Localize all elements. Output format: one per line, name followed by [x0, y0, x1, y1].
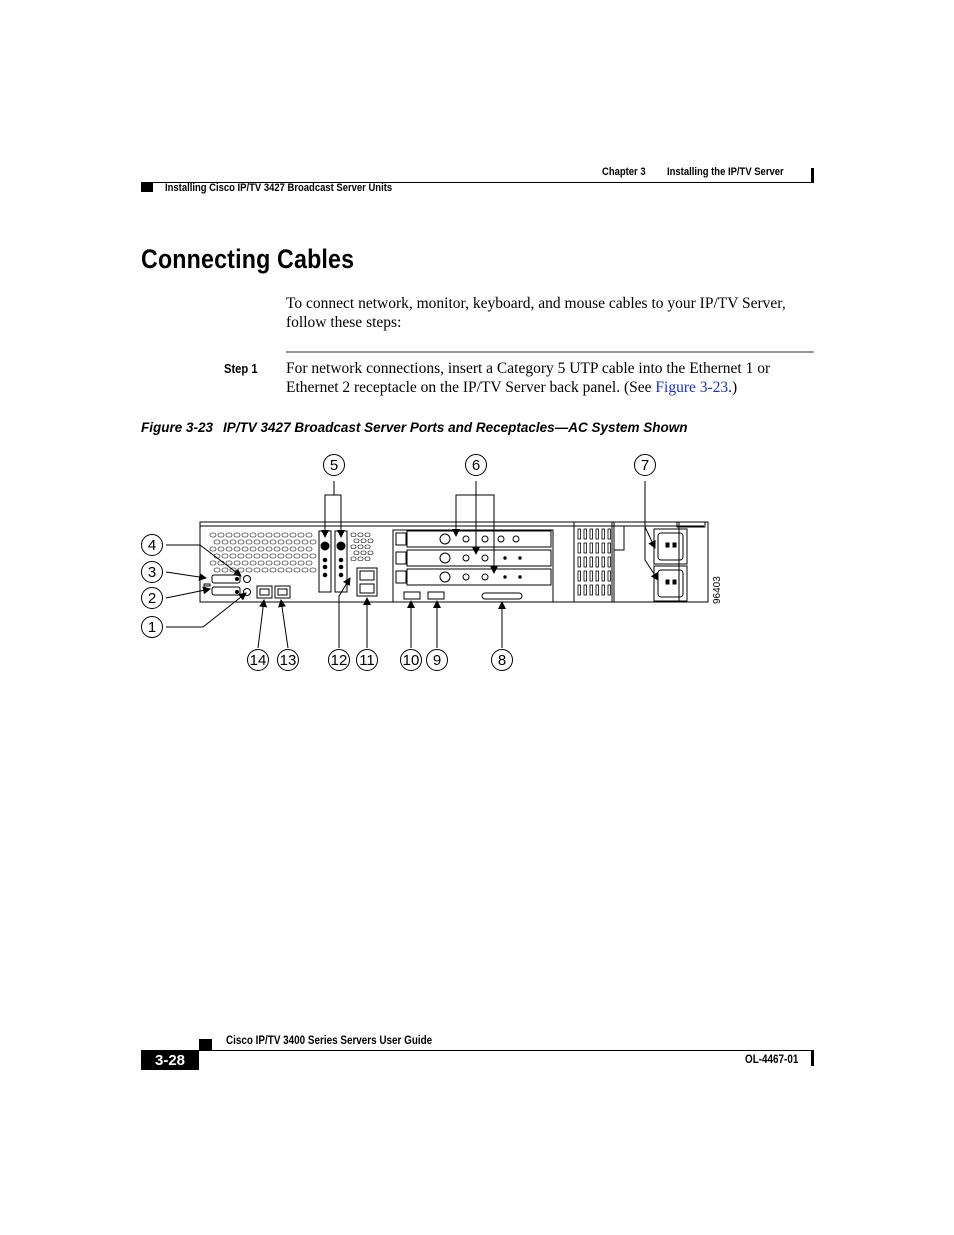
callout-label: 10: [402, 652, 420, 669]
callout-label: 2: [147, 590, 157, 607]
serial-ports: [204, 575, 251, 596]
callout-7: [635, 455, 656, 476]
callout-label: 1: [147, 619, 157, 636]
callout-label: 5: [329, 457, 339, 474]
power-supply-vent: [578, 529, 611, 595]
header-section: Installing Cisco IP/TV 3427 Broadcast Server Units: [165, 182, 393, 194]
step-1-label: Step 1: [224, 361, 258, 376]
footer-doc-id: OL-4467-01: [745, 1054, 799, 1066]
callout-label: 13: [279, 652, 297, 669]
step-1-text-end: .): [728, 379, 738, 396]
callout-6: [466, 455, 487, 476]
header-chapter-title: Installing the IP/TV Server: [667, 166, 784, 178]
callout-12: [329, 650, 350, 671]
callout-label: 11: [359, 652, 375, 669]
usb-ports: [404, 592, 444, 599]
footer-right-bar: [811, 1051, 814, 1066]
server-chassis: [200, 522, 708, 602]
page-number: 3-28: [141, 1051, 199, 1070]
power-supply: [574, 522, 687, 602]
callout-11: [357, 650, 378, 671]
header-chapter: Chapter 3: [602, 166, 646, 178]
callout-4: [142, 535, 163, 556]
callout-label: 6: [471, 457, 481, 474]
figure-id-code: 96403: [712, 576, 723, 604]
ps2-ports: [319, 531, 347, 592]
stacked-connector: [357, 568, 377, 596]
intro-paragraph: To connect network, monitor, keyboard, and mouse cables to your IP/TV Server, follow these steps:: [286, 295, 786, 331]
figure-caption-text: IP/TV 3427 Broadcast Server Ports and Receptacles—AC System Shown: [223, 420, 688, 435]
step-1-text-main: For network connections, insert a Category 5 UTP cable into the Ethernet 1 or Ethernet 2 receptacle on the IP/TV Server back panel. (See: [286, 360, 771, 396]
callout-14: [248, 650, 269, 671]
callout-13: [278, 650, 299, 671]
callout-label: 7: [640, 457, 650, 474]
vent-grill-left: [210, 533, 316, 572]
callout-label: 14: [249, 652, 267, 669]
ethernet-ports: [257, 586, 290, 598]
page-title: Connecting Cables: [141, 244, 355, 274]
callout-9: [427, 650, 448, 671]
callout-1: [142, 617, 163, 638]
scsi-connector: [482, 593, 522, 599]
callout-label: 4: [147, 537, 157, 554]
callout-8: [492, 650, 513, 671]
callout-10: [401, 650, 422, 671]
figure-number: Figure 3-23: [141, 420, 214, 435]
callout-label: 9: [432, 652, 442, 669]
callout-2: [142, 588, 163, 609]
footer-guide-title: Cisco IP/TV 3400 Series Servers User Guide: [226, 1035, 433, 1047]
callout-label: 12: [330, 652, 348, 669]
pci-slots: [393, 530, 553, 602]
callout-label: 3: [147, 564, 157, 581]
callout-5: [324, 455, 345, 476]
vent-grill-middle: [351, 533, 373, 561]
callout-markers: [142, 455, 656, 671]
callout-3: [142, 562, 163, 583]
figure-link[interactable]: Figure 3-23: [655, 379, 729, 396]
callout-label: 8: [497, 652, 507, 669]
footer-rule: [141, 1050, 814, 1051]
